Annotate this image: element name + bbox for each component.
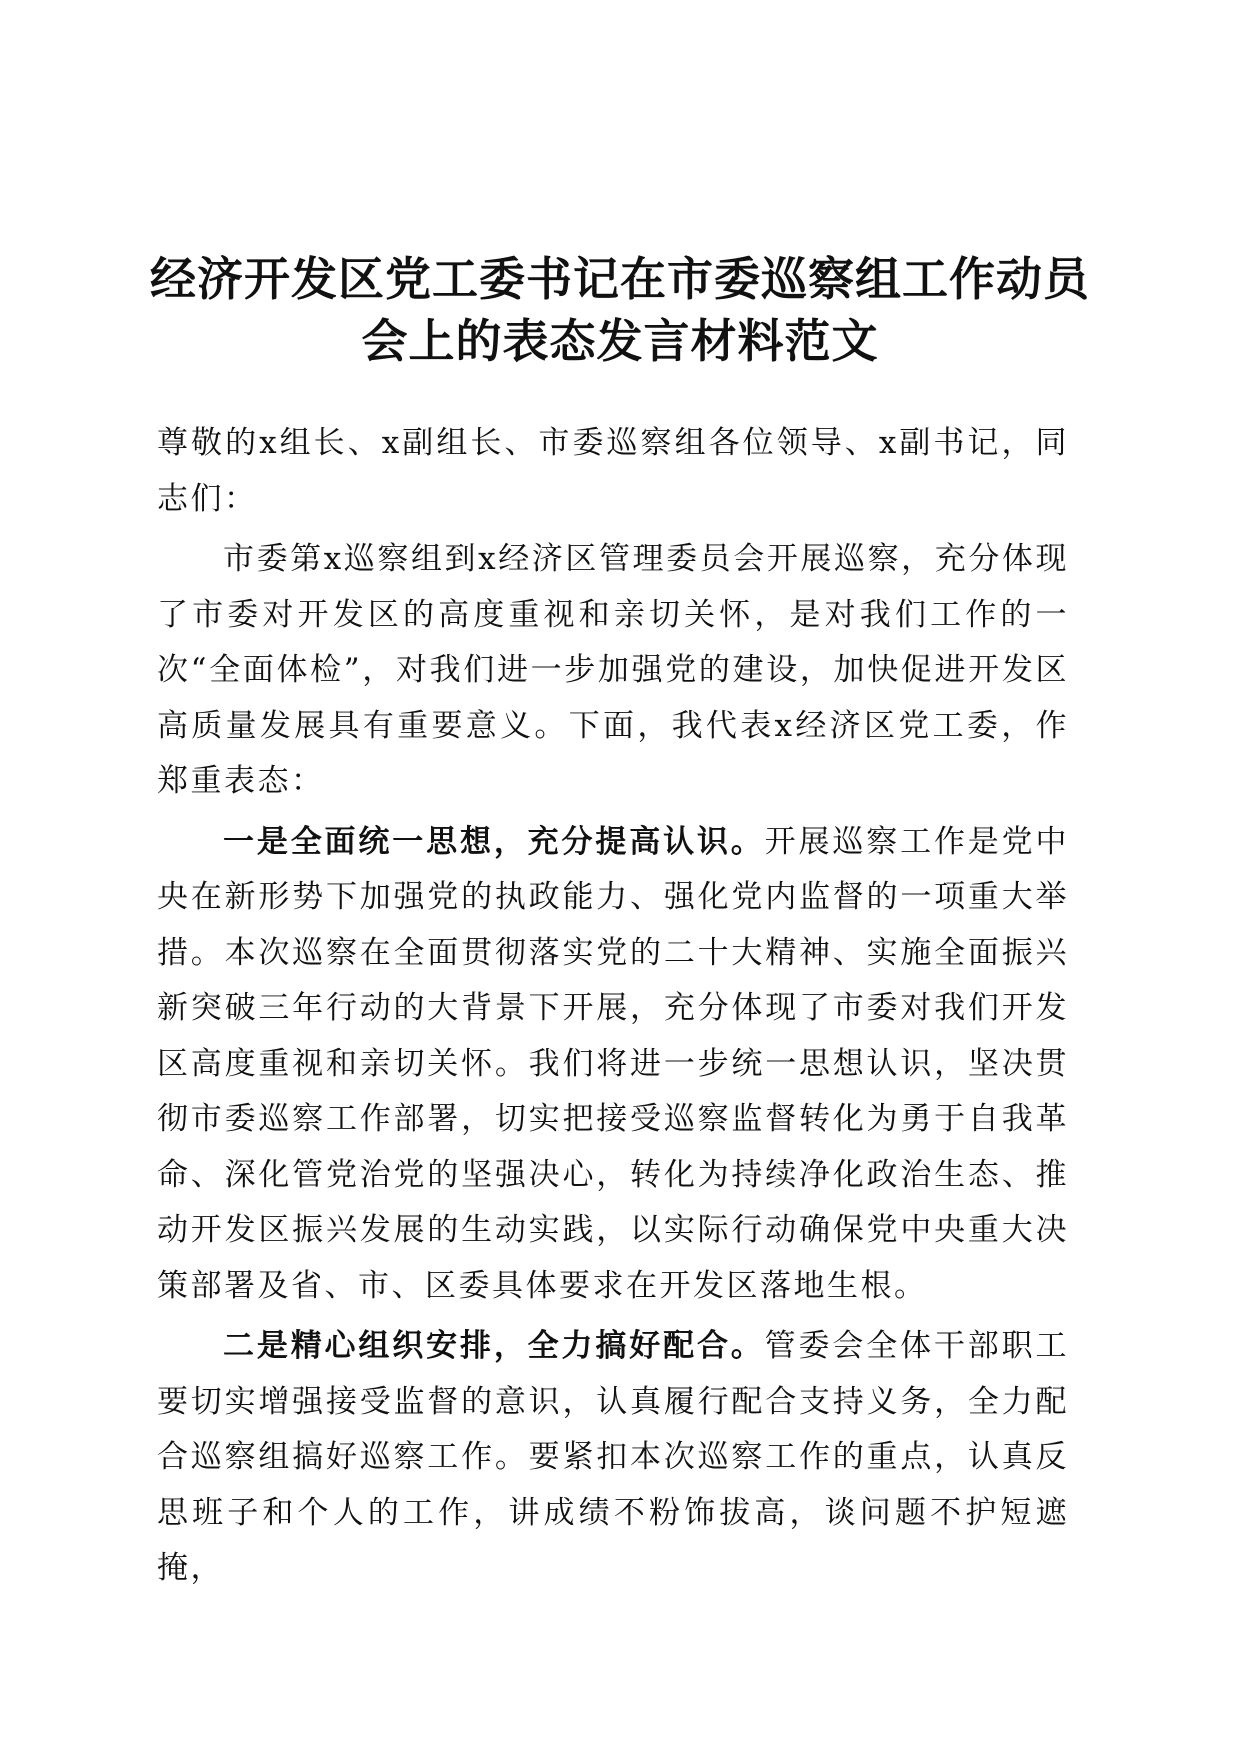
point-2-body: 管委会全体干部职工要切实增强接受监督的意识，认真履行配合支持义务，全力配合巡察组搞好巡察工作。要紧扣本次巡察工作的重点，认真反思班子和个人的工作，讲成绩不粉饰拔高，谈问题不护短遮掩， xyxy=(157,1328,1070,1586)
point-1-paragraph xyxy=(157,815,1069,1315)
point-2-paragraph xyxy=(157,1319,1069,1597)
intro-paragraph: 市委第x巡察组到x经济区管理委员会开展巡察，充分体现了市委对开发区的高度重视和亲切关怀，是对我们工作的一次“全面体检”，对我们进一步加强党的建设，加快促进开发区高质量发展具有重要意义。下面，我代表x经济区党工委，作郑重表态： xyxy=(157,541,1069,799)
title-line-2: 会上的表态发言材料范文 xyxy=(361,314,879,368)
point-2-lead: 二是精心组织安排，全力搞好配合。 xyxy=(223,1328,765,1364)
salutation: 尊敬的x组长、x副组长、市委巡察组各位领导、x副书记，同志们： xyxy=(157,425,1069,517)
point-1-body: 开展巡察工作是党中央在新形势下加强党的执政能力、强化党内监督的一项重大举措。本次巡察在全面贯彻落实党的二十大精神、实施全面振兴新突破三年行动的大背景下开展，充分体现了市委对我们开发区高度重视和亲切关怀。我们将进一步统一思想认识，坚决贯彻市委巡察工作部署，切实把接受巡察监督转化为勇于自我革命、深化管党治党的坚强决心，转化为持续净化政治生态、推动开发区振兴发展的生动实践，以实际行动确保党中央重大决策部署及省、市、区委具体要求在开发区落地生根。 xyxy=(157,823,1070,1304)
title-line-1: 经济开发区党工委书记在市委巡察组工作动员 xyxy=(150,252,1090,306)
point-1-lead: 一是全面统一思想，充分提高认识。 xyxy=(223,823,765,860)
document-body xyxy=(157,416,1069,1602)
document-title xyxy=(150,248,1090,372)
